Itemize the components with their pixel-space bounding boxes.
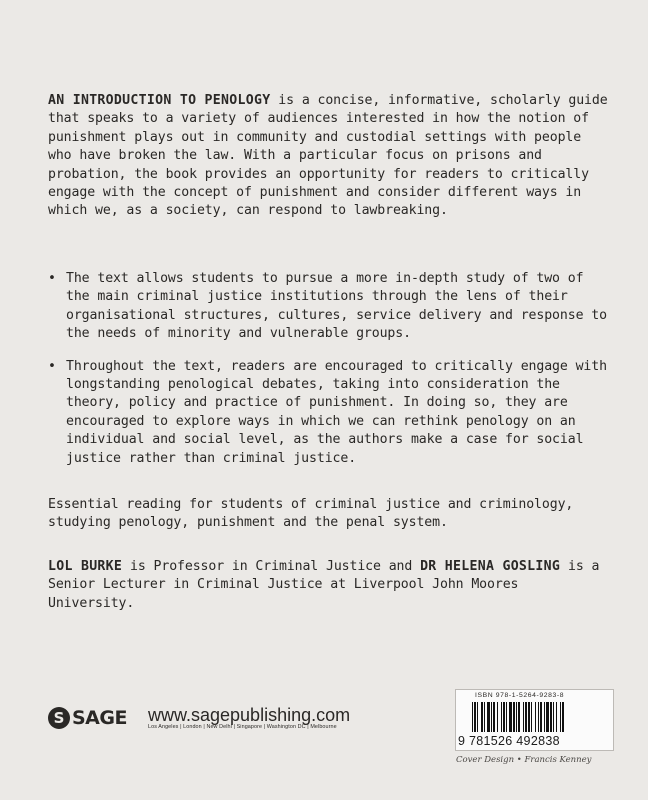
publisher-url: www.sagepublishing.com bbox=[148, 705, 351, 725]
author-bio bbox=[48, 558, 608, 613]
bullet-marker: • bbox=[48, 271, 56, 286]
intro-paragraph bbox=[48, 92, 608, 221]
barcode-number: 9 781526 492838 bbox=[458, 734, 560, 748]
list-item-text: The text allows students to pursue a more in-depth study of two of the main criminal justice institutions through the lens of their organisational structures, cultures, service delivery and response to the needs of minority and vulnerable groups. bbox=[66, 271, 607, 342]
feature-list bbox=[48, 270, 608, 468]
author-bio-text: is a Senior Lecturer in Criminal Justice at Liverpool John Moores University. bbox=[48, 559, 600, 611]
list-item-text: Throughout the text, readers are encouraged to critically engage with longstanding penological debates, taking into consideration the theory, policy and practice of punishment. In doing so, they are encouraged to explore ways in which we can rethink penology on an individual and social level, as the authors make a case for social justice rather than criminal justice. bbox=[66, 358, 607, 466]
bullet-marker: • bbox=[48, 358, 56, 374]
list-item bbox=[48, 270, 608, 344]
author-name: DR HELENA GOSLING bbox=[420, 559, 561, 574]
author-bio-text: is Professor in Criminal Justice and bbox=[122, 559, 421, 574]
sage-logo bbox=[48, 707, 127, 729]
author-name: LOL BURKE bbox=[48, 559, 123, 574]
sage-logo-word: SAGE bbox=[72, 707, 127, 729]
barcode-icon bbox=[470, 702, 608, 734]
sage-logo-icon: S bbox=[48, 707, 70, 729]
essential-reading: Essential reading for students of criminal justice and criminology, studying penology, punishment and the penal system. bbox=[48, 497, 574, 531]
list-item bbox=[48, 358, 608, 468]
cover-credit: Cover Design • Francis Kenney bbox=[456, 755, 592, 765]
isbn-text: ISBN 978-1-5264-9283-8 bbox=[475, 692, 565, 699]
intro-body: is a concise, informative, scholarly guide that speaks to a variety of audiences interested in how the notion of punishment plays out in community and custodial settings with people who have broken the law. With a particular focus on prisons and probation, the book provides an opportunity for readers to critically engage with the concept of punishment and consider different ways in which we, as a society, can respond to lawbreaking. bbox=[48, 93, 608, 219]
book-title: AN INTRODUCTION TO PENOLOGY bbox=[48, 93, 271, 108]
publisher-cities: Los Angeles | London | New Delhi | Singapore | Washington DC | Melbourne bbox=[148, 724, 337, 730]
